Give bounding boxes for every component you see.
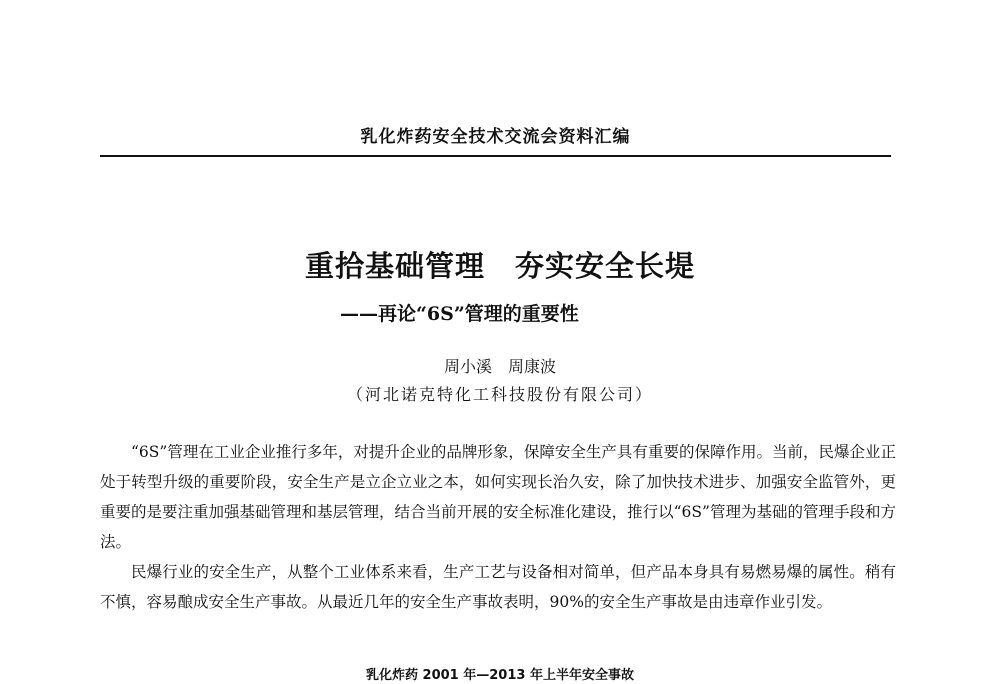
header-rule [100,155,891,157]
authors: 周小溪 周康波 [443,357,556,376]
article-title: 重拾基础管理 夯实安全长堤 [304,249,695,283]
body-paragraph: “6S”管理在工业企业推行多年，对提升企业的品牌形象，保障安全生产具有重要的保障作用。当前，民爆企业正处于转型升级的重要阶段，安全生产是立企立业之本，如何实现长治久安，除了加快技术进步、加强安全监管外，更重要的是要注重加强基础管理和基层管理，结合当前开展的安全标准化建设，推行以“6S”管理为基础的管理手段和方法。 [100,443,896,551]
table-caption: 乳化炸药 2001 年—2013 年上半年安全事故 [366,668,634,683]
article-body [100,437,896,617]
affiliation: （河北诺克特化工科技股份有限公司） [346,385,653,404]
body-paragraph: 民爆行业的安全生产，从整个工业体系来看，生产工艺与设备相对简单，但产品本身具有易燃易爆的属性。稍有不慎，容易酿成安全生产事故。从最近几年的安全生产事故表明，90%的安全生产事故是由违章作业引发。 [100,563,896,611]
running-header: 乳化炸药安全技术交流会资料汇编 [360,127,631,147]
article-subtitle: ——再论“6S”管理的重要性 [340,303,579,325]
